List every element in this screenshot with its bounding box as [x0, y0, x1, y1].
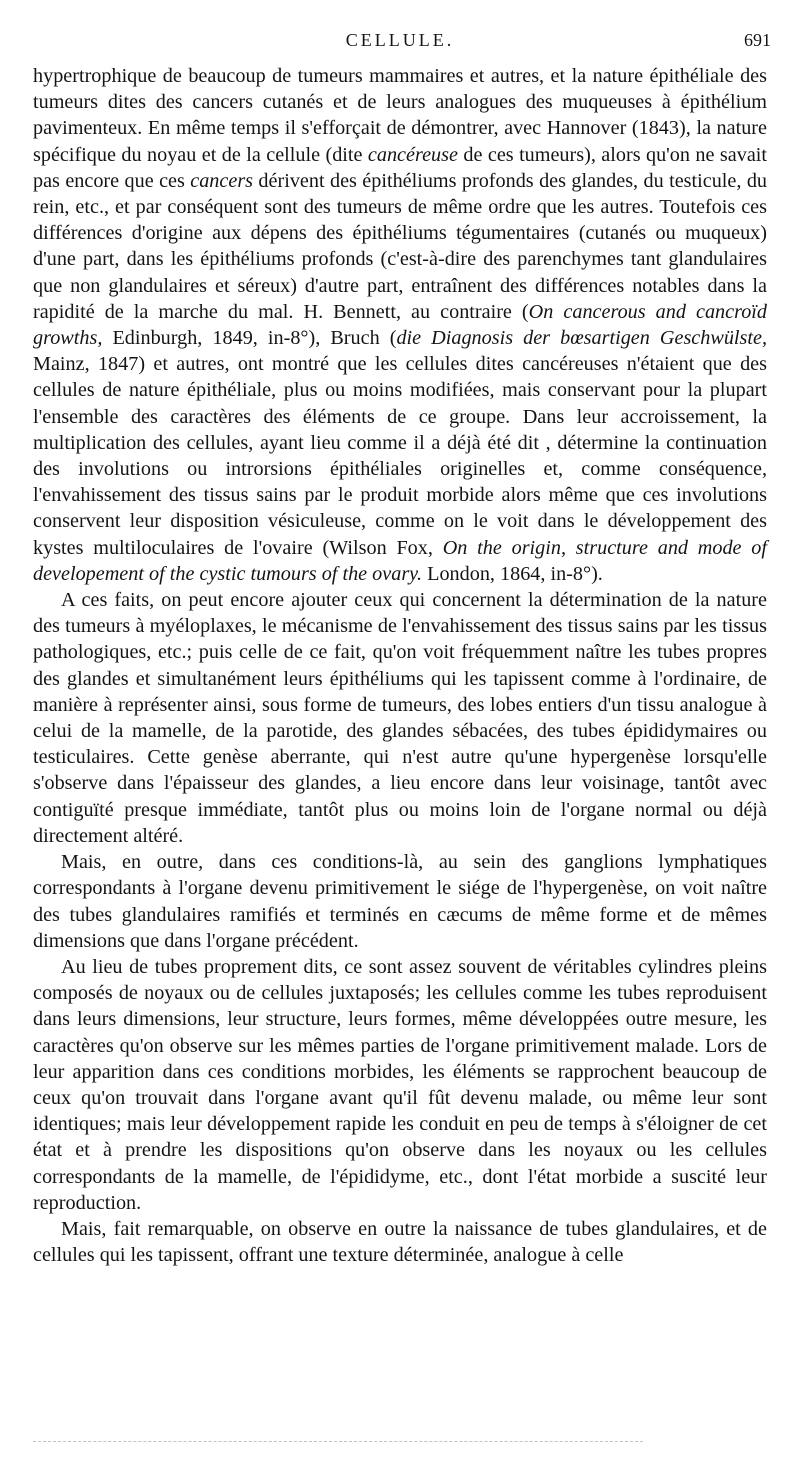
paragraph-4: Au lieu de tubes proprement dits, ce sont assez souvent de véritables cylindres pleins composés de noyaux ou de cellules juxtaposés; les cellules comme les tubes reproduisent dans leurs dimensions, leur structure, leurs formes, même développées outre mesure, les caractères qu'on observe sur les mêmes parties de l'organe primitivement malade. Lors de leur apparition dans ces conditions morbides, les éléments se rapprochent beaucoup de ceux qu'on trouvait dans l'organe avant qu'il fût devenu malade, ou même leur sont identiques; mais leur développement rapide les conduit en peu de temps à s'éloigner de cet état et à prendre les dispositions qu'on observe dans les noyaux ou les cellules correspondants de la mamelle, de l'épididyme, etc., dont l'état morbide a suscité leur reproduction. — [33, 955, 767, 1214]
paragraph-2: A ces faits, on peut encore ajouter ceux qui concernent la détermination de la nature des tumeurs à myéloplaxes, le mécanisme de l'envahissement des tissus sains par les tissus pathologiques, etc.; puis celle de ce fait, qu'on voit fréquemment naître les tubes propres des glandes et simultanément leurs épithéliums qui les tapissent comme à l'ordinaire, de manière à représenter ainsi, sous forme de tumeurs, des lobes entiers d'un tissu analogue à celui de la mamelle, de la parotide, des glandes sébacées, des tubes épididymaires ou testiculaires. Cette genèse aberrante, qui n'est autre qu'une hypergenèse lorsqu'elle s'observe dans l'épaisseur des glandes, a lieu encore dans leur voisinage, tantôt avec contiguïté presque immédiate, tantôt plus ou moins loin de l'organe normal ou déjà directement altéré. — [33, 589, 767, 847]
text-run: Edinburgh, 1849, in-8°), Bruch ( — [102, 327, 397, 350]
text-run: dérivent des épithéliums profonds des glandes, du testicule, du rein, etc., et par conséquent sont des tumeurs de même ordre que les autres. Toutefois ces différences d'origine aux dépens des épithéliums tégumentaires (cutanés ou muqueux) d'une part, dans les épithéliums profonds (c'est-à-dire des parenchymes tant glandulaires que non glandulaires et séreux) d'autre part, entraînent des différences notables dans la rapidité de la marche du mal. H. Bennett, au contraire ( — [33, 169, 768, 323]
italic-citation-title: On cancerous and cancroïd growths, — [33, 300, 768, 350]
text-run: hypertrophique de beaucoup de tumeurs mammaires et autres, et la nature épithéliale des tumeurs dites des cancers cutanés et de leurs analogues des muqueuses à épithélium pavimenteux. En même temps il s'efforçait de démontrer, avec Hannover (1843), la nature spécifique du noyau et de la cellule (dite — [33, 65, 767, 166]
italic-citation-title: die Diagnosis der bœsartigen Geschwülste, — [396, 327, 767, 350]
page-number: 691 — [744, 30, 771, 50]
paragraph-5: Mais, fait remarquable, on observe en outre la naissance de tubes glandulaires, et de cellules qui les tapissent, offrant une texture déterminée, analogue à celle — [33, 1217, 767, 1267]
italic-term: cancéreuse — [367, 143, 458, 166]
running-head — [33, 0, 771, 52]
italic-term: cancers — [190, 169, 254, 192]
body-text — [33, 63, 767, 1268]
italic-citation-title: On the origin, structure and mode of developement of the cystic tumours of the ovary. — [33, 536, 767, 585]
paragraph-3: Mais, en outre, dans ces conditions-là, au sein des ganglions lymphatiques correspondants à l'organe devenu primitivement le siége de l'hypergenèse, on voit naître des tubes glandulaires ramifiés et terminés en cæcums de même forme et de mêmes dimensions que dans l'organe précédent. — [33, 851, 767, 952]
running-title: CELLULE. — [345, 30, 455, 50]
text-run: Mainz, 1847) et autres, ont montré que les cellules dites cancéreuses n'étaient que des cellules de nature épithéliale, plus ou moins modifiées, mais conservant pour la plupart l'ensemble des caractères des éléments de ce groupe. Dans leur accroissement, la multiplication des cellules, ayant lieu comme il a déjà été dit , détermine la continuation des involutions ou introrsions épithéliales originelles et, comme conséquence, l'envahissement des tissus sains par le produit morbide alors même que ces involutions conservent leur disposition vésiculeuse, comme on le voit dans le développement des kystes multiloculaires de l'ovaire (Wilson Fox, — [33, 353, 767, 559]
text-run: de ces tumeurs), alors qu'on ne savait pas encore que ces — [33, 143, 767, 192]
page — [33, 0, 771, 1478]
footer-rule — [33, 1441, 643, 1442]
text-run: London, 1864, in-8°). — [422, 562, 603, 585]
paragraph-1 — [33, 63, 767, 587]
